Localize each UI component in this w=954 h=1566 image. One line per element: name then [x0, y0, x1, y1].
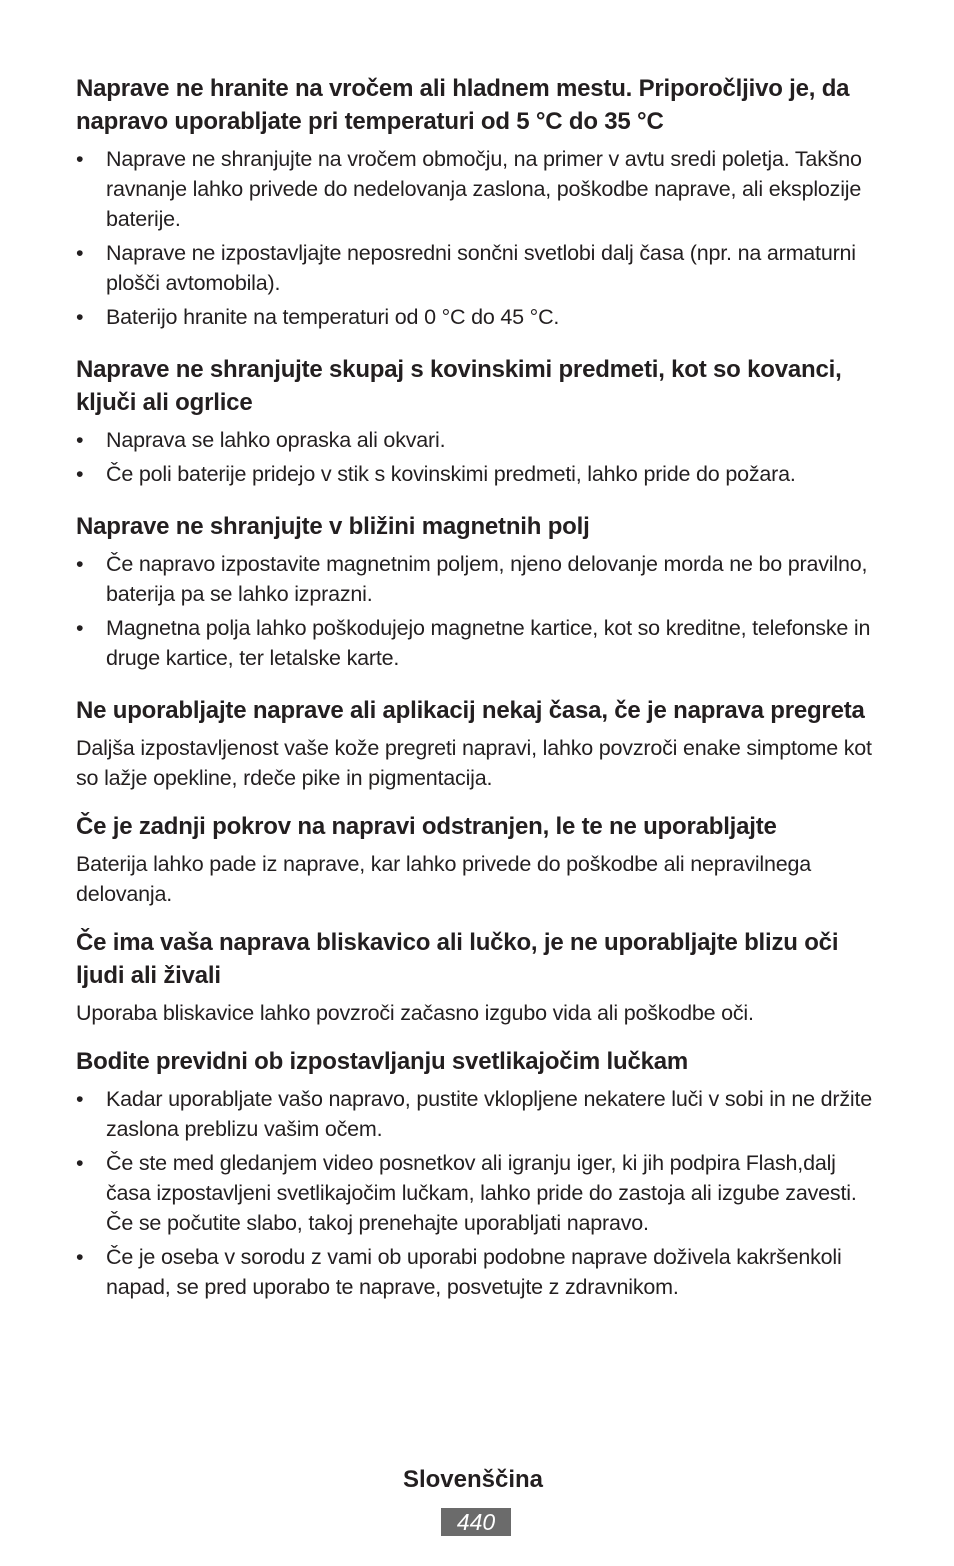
list-item: • Če napravo izpostavite magnetnim poljem, njeno delovanje morda ne bo pravilno, baterija pa se lahko izprazni.: [76, 549, 882, 609]
list-item: • Magnetna polja lahko poškodujejo magnetne kartice, kot so kreditne, telefonske in druge kartice, ter letalske karte.: [76, 613, 882, 673]
document-body: [76, 72, 882, 1306]
list-item: • Baterijo hranite na temperaturi od 0 °C do 45 °C.: [76, 302, 882, 332]
section-heading: Ne uporabljajte naprave ali aplikacij nekaj časa, če je naprava pregreta: [76, 697, 865, 724]
section-metal-objects: [76, 353, 882, 489]
section-text: Uporaba bliskavice lahko povzroči začasno izgubo vida ali poškodbe oči.: [76, 1001, 754, 1025]
bullet-list: [76, 425, 882, 489]
bullet-list: [76, 549, 882, 673]
section-heading: Naprave ne hranite na vročem ali hladnem mestu. Priporočljivo je, da napravo uporabljate pri temperaturi od 5 °C do 35 °C: [76, 75, 850, 135]
list-item: • Če poli baterije pridejo v stik s kovinskimi predmeti, lahko pride do požara.: [76, 459, 882, 489]
bullet-list: [76, 144, 882, 332]
list-item: • Naprava se lahko opraska ali okvari.: [76, 425, 882, 455]
list-item: • Če je oseba v sorodu z vami ob uporabi podobne naprave doživela kakršenkoli napad, se pred uporabo te naprave, posvetujte z zdravnikom.: [76, 1242, 882, 1302]
section-heading: Bodite previdni ob izpostavljanju svetlikajočim lučkam: [76, 1048, 689, 1075]
section-heading: Če je zadnji pokrov na napravi odstranjen, le te ne uporabljajte: [76, 813, 777, 840]
section-storage-temperature: [76, 72, 882, 332]
footer-language-label: Slovenščina: [402, 1466, 544, 1493]
section-flash-light: [76, 926, 882, 1028]
section-text: Baterija lahko pade iz naprave, kar lahko privede do poškodbe ali nepravilnega delovanja.: [76, 852, 812, 906]
section-magnetic-fields: [76, 510, 882, 673]
section-heading: Če ima vaša naprava bliskavico ali lučko, je ne uporabljajte blizu oči ljudi ali živali: [76, 929, 839, 989]
section-heading: Naprave ne shranjujte v bližini magnetnih polj: [76, 513, 590, 540]
section-overheated-device: [76, 694, 882, 793]
section-heading: Naprave ne shranjujte skupaj s kovinskimi predmeti, kot so kovanci, ključi ali ogrlice: [76, 356, 842, 416]
section-text: Daljša izpostavljenost vaše kože pregreti napravi, lahko povzroči enake simptome kot so lažje opekline, rdeče pike in pigmentacija.: [76, 736, 872, 790]
list-item: • Kadar uporabljate vašo napravo, pustite vklopljene nekatere luči v sobi in ne držite zaslona preblizu vašim očem.: [76, 1084, 882, 1144]
page-number-badge: 440: [441, 1508, 511, 1536]
bullet-list: [76, 1084, 882, 1302]
section-back-cover: [76, 810, 882, 909]
list-item: • Če ste med gledanjem video posnetkov ali igranju iger, ki jih podpira Flash,dalj časa izpostavljeni svetlikajočim lučkam, lahko pride do zastoja ali izgube zavesti. Če se počutite slabo, takoj prenehajte uporabljati napravo.: [76, 1148, 882, 1238]
list-item: • Naprave ne shranjujte na vročem območju, na primer v avtu sredi poletja. Takšno ravnanje lahko privede do nedelovanja zaslona, poškodbe naprave, ali eksplozije baterije.: [76, 144, 882, 234]
section-flashing-lights: [76, 1045, 882, 1302]
list-item: • Naprave ne izpostavljajte neposredni sončni svetlobi dalj časa (npr. na armaturni plošči avtomobila).: [76, 238, 882, 298]
